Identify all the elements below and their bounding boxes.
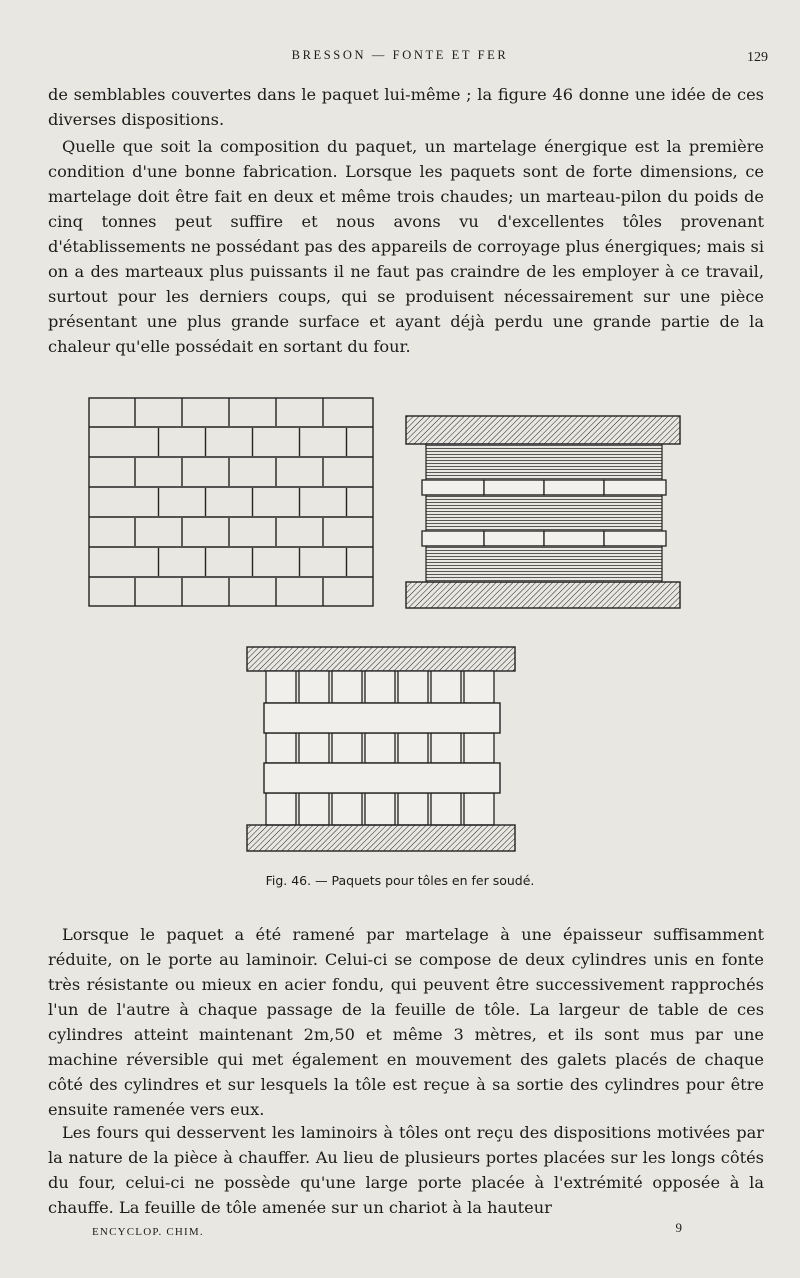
stacked-bars-lower xyxy=(426,546,662,582)
square-bar xyxy=(464,733,494,763)
square-bar xyxy=(398,671,428,703)
square-bar xyxy=(365,733,395,763)
page-number: 129 xyxy=(747,50,768,65)
figure-caption: Fig. 46. — Paquets pour tôles en fer soudé. xyxy=(265,873,535,888)
top-cover-plate xyxy=(406,416,680,444)
figure-46-packet-layered xyxy=(404,414,684,610)
square-bar xyxy=(266,733,296,763)
stacked-bars-middle xyxy=(426,495,662,531)
square-bar xyxy=(398,793,428,825)
flat-plate-2 xyxy=(264,763,500,793)
square-bar xyxy=(266,793,296,825)
running-head: BRESSON — FONTE ET FER xyxy=(291,48,509,62)
bar-row-2 xyxy=(422,531,666,546)
figure-46-packet-brick xyxy=(88,397,375,607)
square-bar xyxy=(266,671,296,703)
square-bar xyxy=(299,733,329,763)
square-bar xyxy=(431,793,461,825)
bottom-cover-plate xyxy=(406,582,680,608)
square-bar xyxy=(365,793,395,825)
square-bar xyxy=(299,793,329,825)
square-bar xyxy=(332,793,362,825)
footer-sheet-number: 9 xyxy=(675,1220,682,1235)
square-bar xyxy=(332,671,362,703)
square-bar xyxy=(398,733,428,763)
square-bar xyxy=(365,671,395,703)
paragraph-3: Lorsque le paquet a été ramené par martelage à une épaisseur suffisamment réduite, on le porte au laminoir. Celui-ci se compose de deux cylindres unis en fonte très résistante ou mieux en acier fondu, qui peuvent être successivement rapprochés l'un de l'autre à chaque passage de la feuille de tôle. La largeur de table de ces cylindres atteint maintenant 2m,50 et même 3 mètres, et ils sont mus par une machine réversible qui met également en mouvement des galets placés de chaque côté des cylindres et sur lesquels la tôle est reçue à sa sortie des cylindres pour être ensuite ramenée vers eux. xyxy=(48,925,764,1119)
packet-outline xyxy=(89,398,373,606)
top-cover-plate xyxy=(247,647,515,671)
square-bar xyxy=(431,733,461,763)
square-bar xyxy=(431,671,461,703)
paragraph-1: de semblables couvertes dans le paquet lui-même ; la figure 46 donne une idée de ces diverses dispositions. xyxy=(48,85,764,129)
square-bar xyxy=(332,733,362,763)
footer-signature: ENCYCLOP. CHIM. xyxy=(92,1226,204,1238)
square-bar xyxy=(464,793,494,825)
stacked-bars-upper xyxy=(426,444,662,480)
square-bar xyxy=(464,671,494,703)
flat-plate-1 xyxy=(264,703,500,733)
figure-46-packet-bars xyxy=(244,645,520,855)
paragraph-2: Quelle que soit la composition du paquet, un martelage énergique est la première condition d'une bonne fabrication. Lorsque les paquets sont de forte dimensions, ce martelage doit être fait en deux et même trois chaudes; un marteau-pilon du poids de cinq tonnes peut suffire et nous avons vu d'excellentes tôles provenant d'établissements ne possédant pas des appareils de corroyage plus énergiques; mais si on a des marteaux plus puissants il ne faut pas craindre de les employer à ce travail, surtout pour les derniers coups, qui se produisent nécessairement sur une pièce présentant une plus grande surface et ayant déjà perdu une grande partie de la chaleur qu'elle possédait en sortant du four. xyxy=(48,137,764,356)
bar-row-1 xyxy=(422,480,666,495)
square-bar xyxy=(299,671,329,703)
bottom-cover-plate xyxy=(247,825,515,851)
paragraph-4: Les fours qui desservent les laminoirs à tôles ont reçu des dispositions motivées par la nature de la pièce à chauffer. Au lieu de plusieurs portes placées sur les longs côtés du four, celui-ci ne possède qu'une large porte placée à l'extrémité opposée à la chauffe. La feuille de tôle amenée sur un chariot à la hauteur xyxy=(48,1123,764,1217)
